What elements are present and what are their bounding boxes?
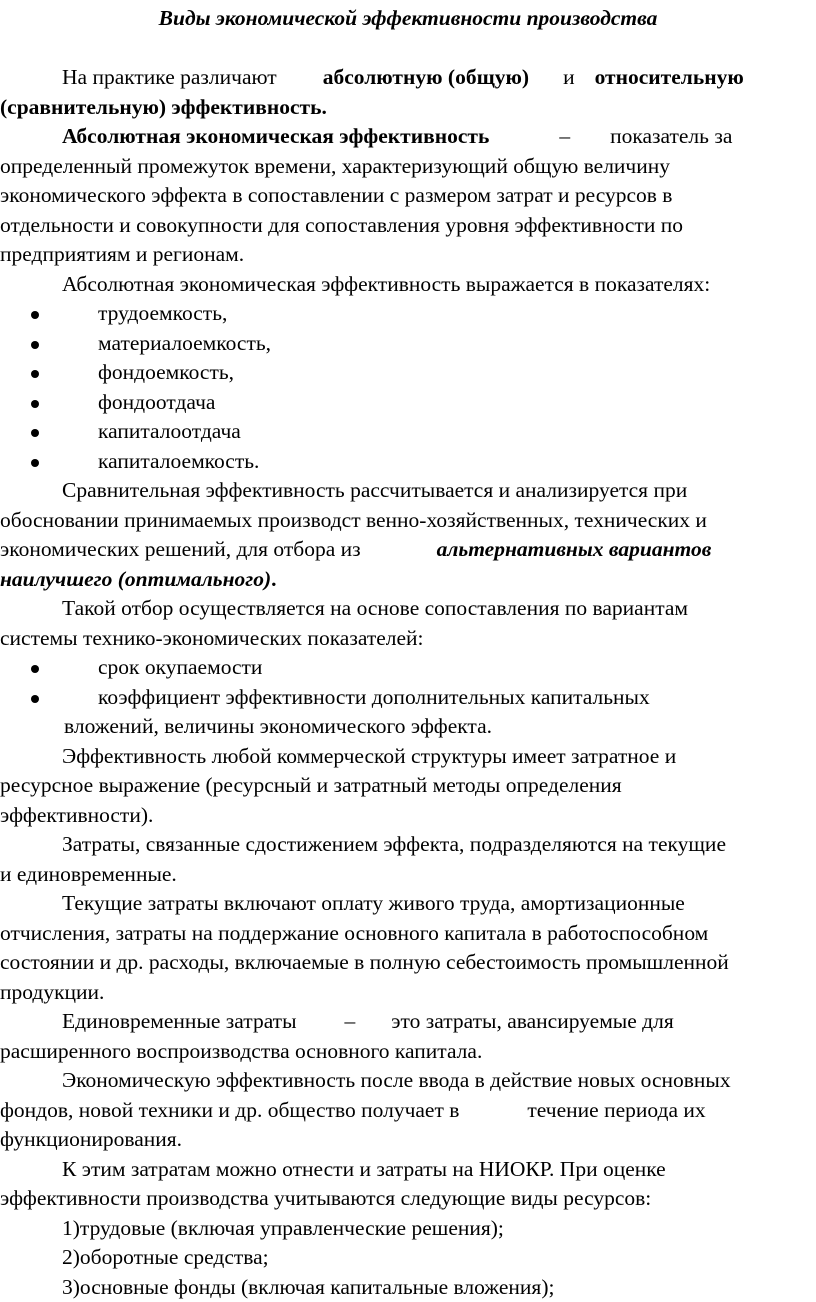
- term-optimal: наилучшего (оптимального): [0, 567, 271, 591]
- text-line: предприятиям и регионам.: [0, 240, 816, 270]
- term-relative: относительную: [595, 65, 744, 89]
- text-line: и единовременные.: [0, 860, 816, 890]
- list-item-text: срок окупаемости: [98, 655, 262, 679]
- bullet-icon: [31, 341, 39, 349]
- page-title: Виды экономической эффективности производства: [0, 4, 816, 34]
- list-item-text: капиталоемкость.: [98, 449, 259, 473]
- numbered-item: 2)оборотные средства;: [0, 1243, 816, 1273]
- list-item: [0, 417, 816, 447]
- list-item: [0, 447, 816, 477]
- text-line: обосновании принимаемых производст венно-хозяйственных, технических и: [0, 506, 816, 536]
- text-line: системы технико-экономических показателей:: [0, 624, 816, 654]
- numbered-item: 3)основные фонды (включая капитальные вложения);: [0, 1273, 816, 1302]
- text: это затраты, авансируемые для: [391, 1009, 673, 1033]
- bullet-icon: [31, 665, 39, 673]
- text: и: [563, 65, 575, 89]
- paragraph-structure: [0, 742, 816, 831]
- list-item-text: коэффициент эффективности дополнительных капитальных: [98, 685, 650, 709]
- list-item-text: материалоемкость,: [98, 331, 271, 355]
- paragraph-comparative: [0, 476, 816, 594]
- text-line: отчисления, затраты на поддержание основного капитала в работоспособном: [0, 919, 816, 949]
- text-line: эффективности).: [0, 801, 816, 831]
- list-item-text: фондоотдача: [98, 390, 215, 414]
- dash: –: [345, 1009, 356, 1033]
- bullet-icon: [31, 459, 39, 467]
- paragraph-intro: [0, 63, 816, 122]
- bullet-icon: [31, 429, 39, 437]
- list-item: [0, 653, 816, 683]
- bullet-icon: [31, 695, 39, 703]
- dash: –: [559, 124, 570, 148]
- text: Единовременные затраты: [62, 1009, 297, 1033]
- bullet-icon: [31, 370, 39, 378]
- paragraph-current-costs: [0, 889, 816, 1007]
- list-item-text: трудоемкость,: [98, 301, 227, 325]
- text-line: ресурсное выражение (ресурсный и затратный методы определения: [0, 771, 816, 801]
- text-line: К этим затратам можно отнести и затраты на НИОКР. При оценке: [0, 1155, 816, 1185]
- text-line: отдельности и совокупности для сопоставления уровня эффективности по: [0, 211, 816, 241]
- text-line: эффективности производства учитываются следующие виды ресурсов:: [0, 1184, 816, 1214]
- paragraph-selection: [0, 594, 816, 653]
- text-line: продукции.: [0, 978, 816, 1008]
- text-line: Эффективность любой коммерческой структуры имеет затратное и: [0, 742, 816, 772]
- text-line: определенный промежуток времени, характеризующий общую величину: [0, 152, 816, 182]
- text: течение периода их: [527, 1098, 705, 1122]
- resource-list: [0, 1214, 816, 1302]
- term-absolute-efficiency: Абсолютная экономическая эффективность: [62, 124, 489, 148]
- list-item-text: фондоемкость,: [98, 360, 234, 384]
- text: фондов, новой техники и др. общество получает в: [0, 1098, 459, 1122]
- numbered-item: 1)трудовые (включая управленческие решения);: [0, 1214, 816, 1244]
- term-relative-cont: (сравнительную) эффективность.: [0, 95, 327, 119]
- document-page: [0, 4, 816, 1256]
- text-line: расширенного воспроизводства основного капитала.: [0, 1037, 816, 1067]
- list-item: [0, 358, 816, 388]
- text: экономических решений, для отбора из: [0, 537, 361, 561]
- paragraph-economic-effect: [0, 1066, 816, 1155]
- text-line: Экономическую эффективность после ввода в действие новых основных: [0, 1066, 816, 1096]
- text-line: функционирования.: [0, 1125, 816, 1155]
- text-line: Сравнительная эффективность рассчитывается и анализируется при: [0, 476, 816, 506]
- paragraph-one-time-costs: [0, 1007, 816, 1066]
- text: На практике различают: [62, 65, 277, 89]
- text-line: Текущие затраты включают оплату живого труда, амортизационные: [0, 889, 816, 919]
- text-line: состоянии и др. расходы, включаемые в полную себестоимость промышленной: [0, 948, 816, 978]
- list-item: [0, 388, 816, 418]
- paragraph-resources: [0, 1155, 816, 1214]
- spacer: [0, 34, 816, 64]
- text-line: Затраты, связанные сдостижением эффекта, подразделяются на текущие: [0, 830, 816, 860]
- list-item: [0, 299, 816, 329]
- term-alternatives: альтернативных вариантов: [437, 537, 712, 561]
- text-line: экономического эффекта в сопоставлении с размером затрат и ресурсов в: [0, 181, 816, 211]
- paragraph-indicators-intro: Абсолютная экономическая эффективность выражается в показателях:: [0, 270, 816, 300]
- bullet-icon: [31, 311, 39, 319]
- list-item: [0, 683, 816, 713]
- text: .: [271, 567, 276, 591]
- indicator-list: [0, 299, 816, 476]
- bullet-icon: [31, 400, 39, 408]
- indicator-list-2: [0, 653, 816, 742]
- paragraph-costs: [0, 830, 816, 889]
- term-absolute: абсолютную (общую): [323, 65, 529, 89]
- text-line: Такой отбор осуществляется на основе сопоставления по вариантам: [0, 594, 816, 624]
- text: показатель за: [610, 124, 732, 148]
- list-item: [0, 329, 816, 359]
- list-item-continuation: вложений, величины экономического эффекта.: [0, 712, 816, 742]
- paragraph-absolute-definition: [0, 122, 816, 270]
- list-item-text: капиталоотдача: [98, 419, 241, 443]
